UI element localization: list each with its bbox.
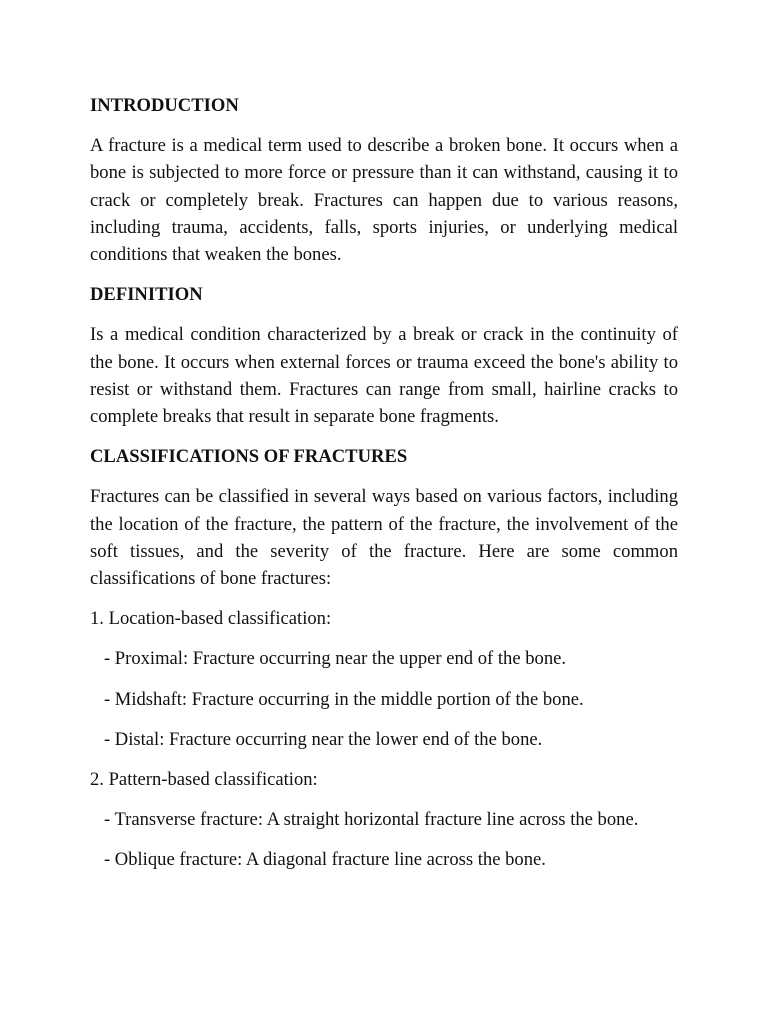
definition-paragraph: Is a medical condition characterized by a break or crack in the continuity of the bone. It occurs when external forces or trauma exceed the bone's ability to resist or withstand them. Fractures can range from small, hairline cracks to complete breaks that result in separate bone fragments.: [90, 324, 678, 428]
classifications-paragraph: Fractures can be classified in several ways based on various factors, including the location of the fracture, the pattern of the fracture, the involvement of the soft tissues, and the severity of the fracture. Here are some common classifications of bone fractures:: [90, 486, 678, 590]
introduction-paragraph: A fracture is a medical term used to describe a broken bone. It occurs when a bone is subjected to more force or pressure than it can withstand, causing it to crack or completely break. Fractures can happen due to various reasons, including trauma, accidents, falls, sports injuries, or underlying medical conditions that weaken the bones.: [90, 135, 678, 266]
location-item-distal: - Distal: Fracture occurring near the lower end of the bone.: [90, 728, 543, 750]
pattern-classification-title: 2. Pattern-based classification:: [90, 769, 318, 791]
definition-heading: DEFINITION: [90, 284, 203, 306]
document-page: [90, 92, 678, 887]
pattern-item-transverse: - Transverse fracture: A straight horizontal fracture line across the bone.: [90, 809, 639, 831]
pattern-item-oblique: - Oblique fracture: A diagonal fracture line across the bone.: [90, 849, 546, 871]
location-item-proximal: - Proximal: Fracture occurring near the upper end of the bone.: [90, 648, 567, 670]
location-item-midshaft: - Midshaft: Fracture occurring in the middle portion of the bone.: [90, 688, 584, 710]
introduction-heading: INTRODUCTION: [90, 95, 239, 116]
location-classification-title: 1. Location-based classification:: [90, 608, 332, 630]
classifications-heading: CLASSIFICATIONS OF FRACTURES: [90, 446, 408, 468]
